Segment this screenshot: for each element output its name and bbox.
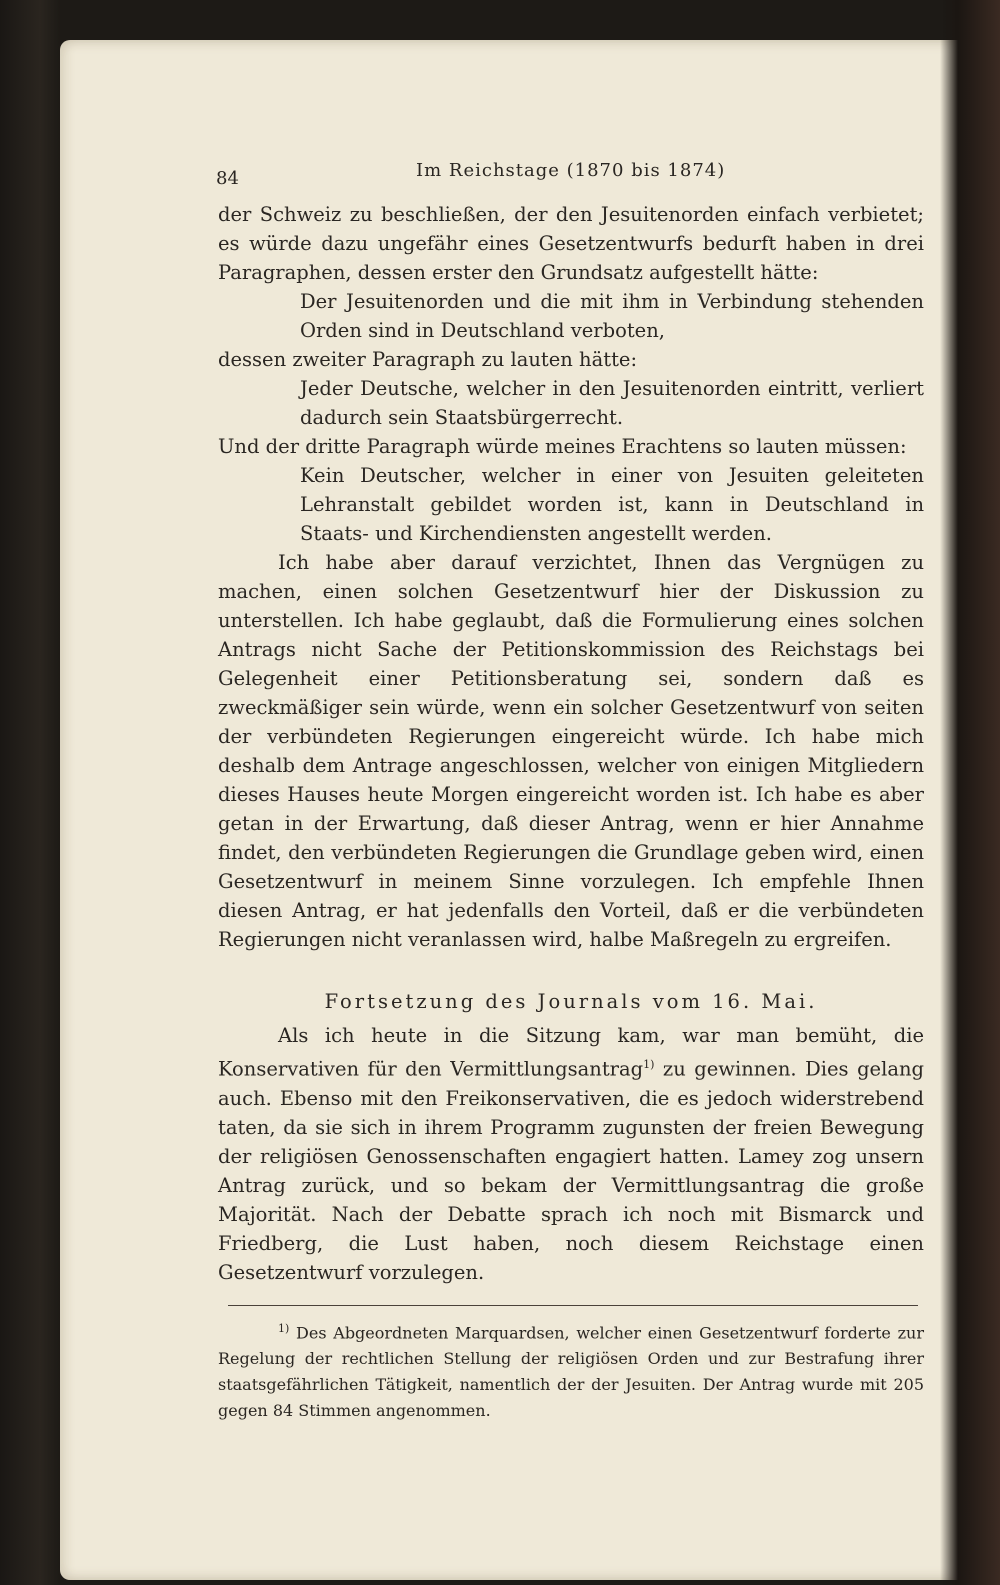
- paragraph-5-part-a: Als ich heute in die Sitzung kam, war man bemüht, die Konservativen für den Vermittlungsantrag: [218, 1024, 924, 1081]
- footnote-marker: 1): [278, 1321, 290, 1335]
- footnote-divider: [228, 1305, 918, 1306]
- quote-2: Jeder Deutsche, welcher in den Jesuitenorden eintritt, verliert dadurch sein Staatsbürgerrecht.: [300, 377, 924, 429]
- quote-3: Kein Deutscher, welcher in einer von Jesuiten geleiteten Lehranstalt gebildet worden ist, kann in Deutschland in Staats- und Kirchendiensten angestellt werden.: [300, 464, 924, 545]
- footnote-reference: 1): [643, 1058, 655, 1071]
- footnote: [218, 1316, 924, 1424]
- running-title: Im Reichstage (1870 bis 1874): [416, 160, 726, 181]
- running-header: [218, 160, 924, 200]
- page-text-block: [218, 160, 924, 1424]
- paragraph-2: dessen zweiter Paragraph zu lauten hätte:: [218, 348, 638, 371]
- paragraph-4: Ich habe aber darauf verzichtet, Ihnen das Vergnügen zu machen, einen solchen Gesetzentwurf hier der Diskussion zu unterstellen. Ich habe geglaubt, daß die Formulierung eines solchen Antrags nicht Sache der Petitionskommission des Reichstags bei Gelegenheit einer Petitionsberatung sei, sondern daß es zweckmäßiger sein würde, wenn ein solcher Gesetzentwurf von seiten der verbündeten Regierungen eingereicht würde. Ich habe mich deshalb dem Antrage angeschlossen, welcher von einigen Mitgliedern dieses Hauses heute Morgen eingereicht worden ist. Ich habe es aber getan in der Erwartung, daß dieser Antrag, wenn er hier Annahme findet, den verbündeten Regierungen die Grundlage geben wird, einen Gesetzentwurf in meinem Sinne vorzulegen. Ich empfehle Ihnen diesen Antrag, er hat jedenfalls den Vorteil, daß er die verbündeten Regierungen nicht veranlassen wird, halbe Maßregeln zu ergreifen.: [218, 551, 924, 951]
- paragraph-5: [218, 1021, 924, 1287]
- page-number: 84: [216, 168, 239, 189]
- footnote-text: Des Abgeordneten Marquardsen, welcher einen Gesetzentwurf forderte zur Regelung der rechtlichen Stellung der religiösen Orden und zur Bestrafung ihrer staatsgefährlichen Tätigkeit, namentlich der der Jesuiten. Der Antrag wurde mit 205 gegen 84 Stimmen angenommen.: [218, 1322, 924, 1420]
- quote-1: Der Jesuitenorden und die mit ihm in Verbindung stehenden Orden sind in Deutschland verboten,: [300, 290, 924, 342]
- paragraph-5-part-b: zu gewinnen. Dies gelang auch. Ebenso mit den Freikonservativen, die es jedoch widerstrebend taten, da sie sich in ihrem Programm zugunsten der freien Bewegung der religiösen Genossenschaften engagiert hatten. Lamey zog unsern Antrag zurück, und so bekam der Vermittlungsantrag die große Majorität. Nach der Debatte sprach ich noch mit Bismarck und Friedberg, die Lust haben, noch diesem Reichstage einen Gesetzentwurf vorzulegen.: [218, 1057, 924, 1284]
- book-cover-edge: [940, 0, 1000, 1585]
- section-heading: Fortsetzung des Journals vom 16. Mai.: [324, 990, 818, 1013]
- paragraph-1: der Schweiz zu beschließen, der den Jesuitenorden einfach verbietet; es würde dazu ungefähr eines Gesetzentwurfs bedurft haben in drei Paragraphen, dessen erster den Grundsatz aufgestellt hätte:: [218, 203, 924, 284]
- paragraph-3: Und der dritte Paragraph würde meines Erachtens so lauten müssen:: [218, 435, 907, 458]
